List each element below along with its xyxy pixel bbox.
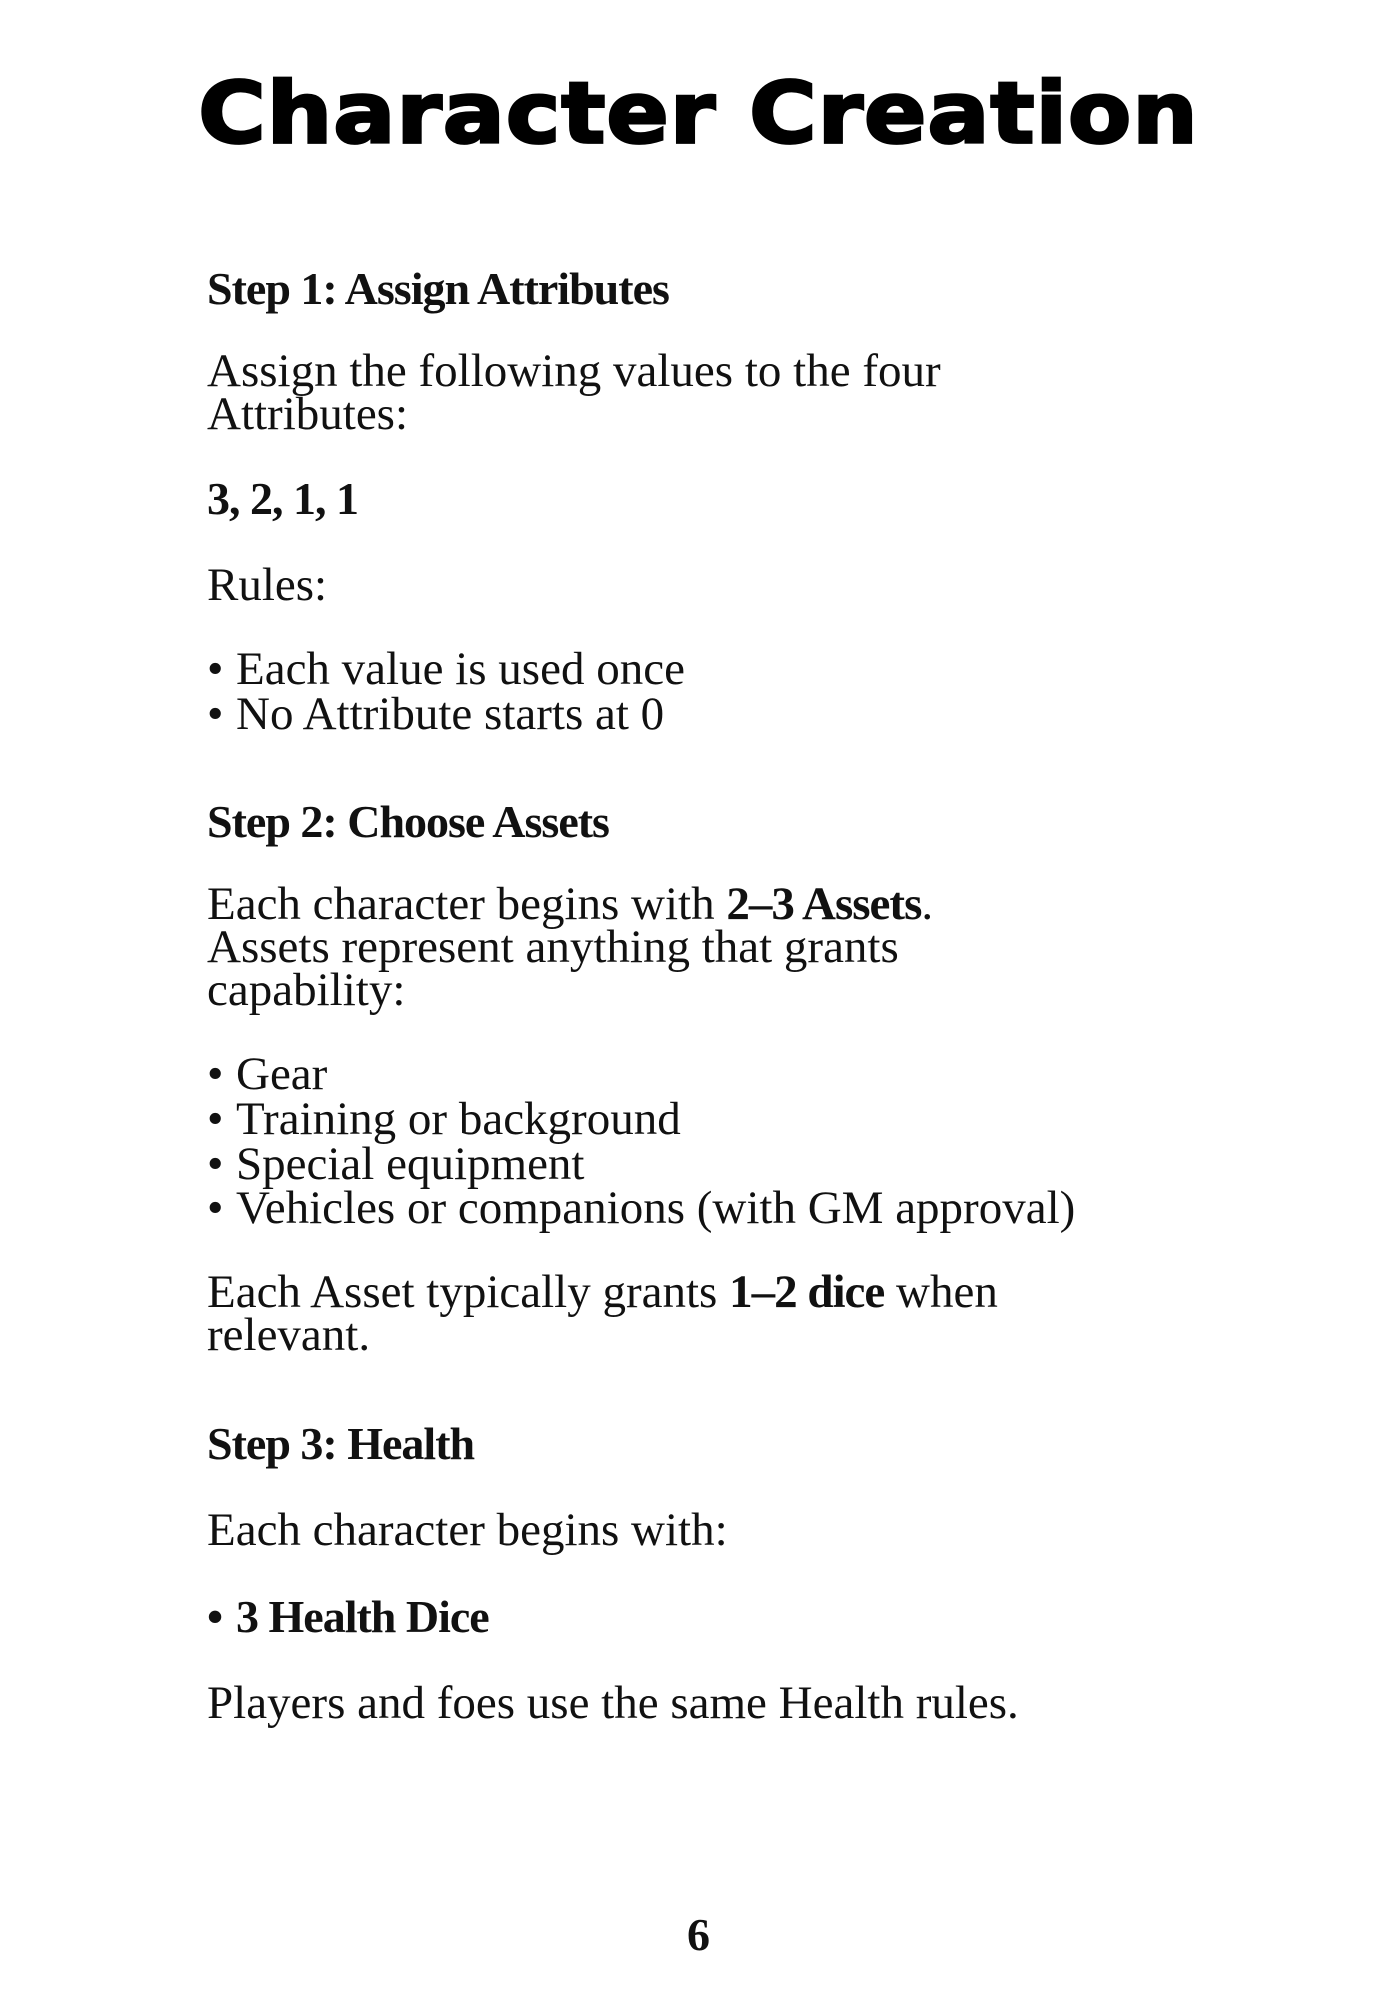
step1-intro: Assign the following values to the four Attributes: xyxy=(207,345,941,441)
asset-example: Vehicles or companions (with GM approval) xyxy=(236,1182,1076,1235)
list-item xyxy=(207,643,1207,696)
asset-count: 2–3 Assets xyxy=(726,877,922,930)
step3-heading: Step 3: Health xyxy=(207,1418,475,1470)
bullet: • xyxy=(207,643,224,696)
bullet: • xyxy=(207,1137,224,1190)
list-item xyxy=(207,688,1207,741)
asset-example: Gear xyxy=(236,1048,328,1101)
attribute-values: 3, 2, 1, 1 xyxy=(207,473,358,525)
health-rules-note: Players and foes use the same Health rules. xyxy=(207,1677,1019,1730)
step3-intro: Each character begins with: xyxy=(207,1504,728,1557)
list-item xyxy=(207,1137,1207,1190)
step2-intro-text: Each character begins with xyxy=(207,877,727,930)
rule-text: Each value is used once xyxy=(236,643,685,696)
asset-dice-note xyxy=(207,1266,1107,1362)
bullet: • xyxy=(207,688,224,741)
bullet: • xyxy=(207,1093,224,1146)
bullet: • xyxy=(207,1591,223,1643)
health-dice-text: 3 Health Dice xyxy=(236,1591,489,1643)
dice-count: 1–2 dice xyxy=(729,1266,885,1319)
asset-example: Training or background xyxy=(236,1093,681,1146)
page-title: Character Creation xyxy=(198,64,1199,163)
health-dice-item xyxy=(207,1591,1207,1643)
rules-label: Rules: xyxy=(207,559,328,612)
list-item xyxy=(207,1093,1207,1146)
asset-example: Special equipment xyxy=(236,1137,585,1190)
step2-heading: Step 2: Choose Assets xyxy=(207,795,609,847)
content xyxy=(207,263,1207,1730)
bullet: • xyxy=(207,1048,224,1101)
asset-dice-text: Each Asset typically grants xyxy=(207,1266,730,1319)
step1-heading: Step 1: Assign Attributes xyxy=(207,263,669,314)
bullet: • xyxy=(207,1182,224,1235)
step2-intro-period: . xyxy=(921,877,934,930)
list-item xyxy=(207,1182,1207,1235)
list-item xyxy=(207,1048,1207,1101)
asset-examples-list xyxy=(207,1048,1207,1235)
step2-intro xyxy=(207,877,1027,1017)
page-number: 6 xyxy=(687,1909,710,1960)
asset-dice-text-end: when relevant. xyxy=(207,1266,998,1362)
rules-list xyxy=(207,643,1207,741)
rule-text: No Attribute starts at 0 xyxy=(236,688,665,741)
step2-intro-line2: Assets represent anything that grants capability: xyxy=(207,920,899,1017)
